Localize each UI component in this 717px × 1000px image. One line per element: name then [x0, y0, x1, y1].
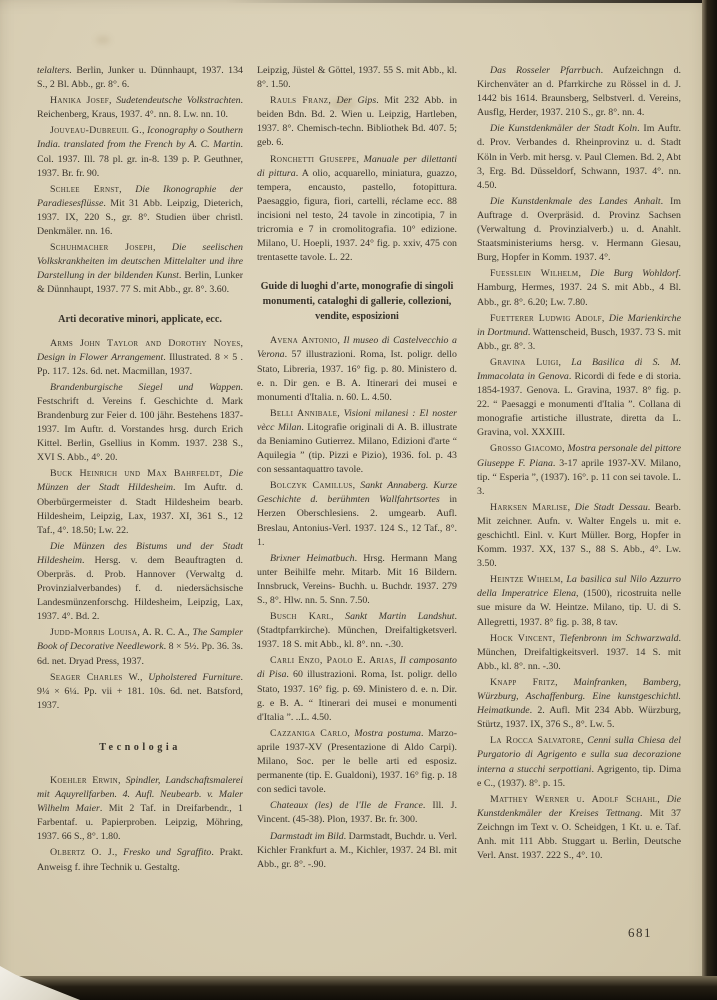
entry-italic-segment: Sankt Annaberg. Kurze Geschichte d. berühmten Wallfahrtsortes: [257, 480, 458, 506]
entry-smallcaps-segment: Koehler Erwin: [50, 774, 119, 786]
entry-normal-segment: . Darmstadt, Buchdr. u. Verl. Kichler Frankfurt a. M., Kichler, 1937. 24 Bl. mit Abb., gr. 8°. -.90.: [257, 830, 457, 870]
entry-normal-segment: , (1500), ricostruita nelle sue misure da W. Heintze. Milano, tip. U. di S. Allegretti, 1937. 8° fig. p. 38, 8 tav.: [477, 588, 681, 628]
entry-normal-segment: . Reichenberg, Kraus, 1937. 4°. nn. 8. Lw. nn. 10.: [37, 95, 243, 121]
bibliography-entry: [37, 94, 243, 122]
entry-italic-segment: Das Rosseler Pfarrbuch: [490, 65, 601, 76]
bibliography-entry: [477, 501, 681, 571]
entry-normal-segment: ,: [552, 632, 560, 644]
entry-normal-segment: ,: [562, 443, 568, 455]
entry-italic-segment: Upholstered Furniture: [148, 671, 241, 683]
entry-italic-segment: La basilica sul Nilo Azzurro della Imperatrice Elena: [477, 574, 681, 600]
entry-italic-segment: Tiefenbronn im Schwarzwald: [559, 632, 679, 644]
entry-normal-segment: ,: [141, 125, 147, 137]
scan-edge-top: [225, 0, 717, 3]
bibliography-entry: [37, 671, 243, 713]
entry-smallcaps-segment: Cazzaniga Carlo: [270, 727, 348, 739]
entry-italic-segment: Fresko und Sgraffito: [123, 847, 212, 859]
bibliography-entry: [257, 830, 457, 872]
text-columns: [37, 64, 685, 877]
entry-normal-segment: ,: [580, 735, 588, 747]
bibliography-entry: [477, 676, 681, 732]
entry-normal-segment: . Festschrift d. Vereins f. Geschichte d. Mark Brandenburg zur Feier d. 100 jähr. Bestehens 1837-1937. Im Auftr. d. Vorstandes hrsg. durch Erich Kittel. Berlin, Gsellius in Komm. 1937. 238 S., XVI S. Abb., 4°. 20.: [37, 381, 243, 464]
bibliography-entry: [477, 793, 681, 863]
bibliography-entry: [257, 94, 457, 150]
entry-italic-segment: Sudetendeutsche Volkstrachten: [116, 95, 241, 107]
entry-italic-segment: Mainfranken, Bamberg, Würzburg, Aschaffenburg. Eine kunstgeschichtl. Heimatkunde: [477, 676, 682, 717]
entry-normal-segment: ,: [657, 793, 667, 805]
bibliography-entry: [477, 195, 681, 265]
entry-normal-segment: ,: [337, 335, 344, 347]
entry-normal-segment: . (Stadtpfarrkirche). München, Dreifaltigketsverl. 1937. 18 S. mit Abb., kl. 8°. nn. -.30.: [257, 611, 458, 651]
entry-normal-segment: ,: [153, 242, 172, 254]
entry-normal-segment: ,: [109, 95, 117, 107]
entry-smallcaps-segment: Judd-Morris Louisa: [50, 627, 138, 639]
entry-normal-segment: . A olio, acquarello, miniatura, guazzo, tempera, encausto, pastello, fotopittura. Paesaggio, figura, fiori, cartelli, réclame ecc. 88 incisioni nel testo, 24 tavole in zincotipia, 7 in tricromia e 7 in cromolitografia. 10° edizione. Milano, U. Hoepli, 1937. 24° fig. p. xxiv, 475 con trentasette tavole. L. 22.: [257, 167, 457, 264]
entry-normal-segment: . Prakt. Anweisg f. ihre Technik u. Gestaltg.: [37, 847, 243, 873]
bibliography-entry: [477, 267, 681, 309]
entry-italic-segment: Mostra postuma: [354, 727, 421, 739]
entry-smallcaps-segment: Carli Enzo, Paolo E. Arias: [270, 655, 394, 667]
entry-normal-segment: ,: [578, 268, 591, 280]
entry-normal-segment: . Aufzeichngn d. Kirchenväter an d. Pfarrkirche zu Rössel in d. J. 1442 bis 1614. Braunsberg, Selbstverl. d. Vereins, Ausflg, Herder, 1937. 210 S., gr. 8°. nn. 4.: [477, 65, 681, 119]
bibliography-entry: [37, 626, 243, 668]
entry-smallcaps-segment: Schlee Ernst: [50, 183, 120, 195]
entry-italic-segment: Die Kunstdenkmale des Landes Anhalt: [490, 195, 661, 207]
entry-italic-segment: Brandenburgische Siegel und Wappen: [50, 381, 241, 393]
entry-italic-segment: Die Burg Wohldorf: [590, 268, 679, 280]
entry-normal-segment: . Im Auftr. d. Prov. Verbandes d. Rheinprovinz u. d. Stadt Köln in Verb. mit hersg. v. Paul Clemen. Bd. 2, Abt 3, Erg. Bd. Düsseldorf, Schwann, 1937. 4°. nn. 4.50.: [477, 123, 681, 191]
entry-italic-segment: Sankt Martin Landshut: [345, 611, 455, 623]
entry-normal-segment: . Hrsg. Hermann Mang unter Beihilfe mehr. Mitarb. Mit 16 Bildern. Innsbruck, Vereins- Buchh. u. Buchdr. 1937. 279 S., 8°. Hlw. nn. 5. Snn. 7.50.: [257, 552, 457, 606]
entry-italic-segment: Der Gips: [336, 95, 377, 107]
page-number: 681: [628, 925, 652, 940]
entry-smallcaps-segment: La Rocca Salvatore: [490, 735, 581, 747]
entry-smallcaps-segment: Avena Antonio: [270, 335, 338, 347]
entry-normal-segment: ,: [393, 655, 400, 667]
bibliography-entry: [477, 122, 681, 192]
bibliography-entry: [477, 312, 681, 354]
entry-italic-segment: Die seelischen Volkskrankheiten im deutschen Mittelalter und ihre Darstellung in der bildenden Kunst: [37, 242, 243, 282]
entry-smallcaps-segment: Ronchetti Giuseppe: [270, 153, 357, 165]
entry-normal-segment: ,: [356, 153, 364, 165]
entry-italic-segment: Chateaux (les) de l'Ile de France: [270, 800, 423, 812]
entry-normal-segment: . 3-17 aprile 1937-XV. Milano, tip. “ Esperia ”, (1937). 16°. p. 11 con sei tavole. L. 3.: [477, 457, 681, 497]
entry-italic-segment: Brixner Heimatbuch: [270, 552, 355, 564]
entry-smallcaps-segment: Hanika Josef: [50, 95, 109, 107]
entry-smallcaps-segment: Hock Vincent: [490, 632, 553, 644]
entry-normal-segment: . 60 illustrazioni. Roma, Ist. poligr. dello Stato, 1937. 16° fig. p. 69. Ministero d. e. n. Dir. g. e B. A. “ Itinerari dei musei e monumenti d'Italia ”. ..L. 4.50.: [257, 669, 457, 723]
bibliography-entry: [477, 632, 681, 674]
entry-smallcaps-segment: Rauls Franz: [270, 95, 329, 107]
entry-normal-segment: . Mit 2 Taf. in Dreifarbendr., 1 Farbentaf. u. Papierproben. Leipzig, Möhring, 1937. 66 S., 8°. 1.80.: [37, 803, 243, 843]
bibliography-entry: [37, 467, 243, 537]
entry-normal-segment: . Marzo-aprile 1937-XV (Presentazione di Aldo Carpi). Milano, Soc. per le belle arti ed esposiz. permanente (tip. E. Gualdoni), 1937. 16° fig. p. 18 con sedici tavole.: [257, 727, 458, 796]
entry-normal-segment: . Hersg. v. dem Beauftragten d. Oberpräs. d. Prob. Hannover (Verwaltg d. Provinzialverbandes) f. d. niedersächsische Landesmünzenforschg. Hildesheim, Leipzig, Lax, 1937. 4°. Bd. 2.: [37, 554, 243, 623]
bibliography-entry: [477, 64, 681, 120]
entry-smallcaps-segment: Grosso Giacomo: [490, 443, 563, 455]
entry-normal-segment: . Bearb. Mit zeichner. Aufn. v. Walter Engels u. mit e. geschichtl. Einl. v. Kurt Müller. Borg, Hopfer in Komm. 1937. XX, 137 S., 88 S. Abb., 4°. Lw. 3.50.: [477, 501, 681, 570]
entry-normal-segment: . Mit 37 Zeichngn im Text v. O. Scheidgen, 1 Kt. u. e. Taf. Anh. mit 111 Abb. Stuggart u. Berlin, Deutsche Verl. Anst. 1937. 222 S., 4°. 10.: [477, 807, 681, 862]
entry-smallcaps-segment: Knapp Fritz: [490, 676, 556, 688]
entry-smallcaps-segment: Bolczyk Camillus: [270, 480, 353, 492]
bibliography-entry: [257, 153, 457, 266]
entry-normal-segment: . Wattenscheid, Busch, 1937. 73 S. mit Abb., gr. 8°. 3.: [477, 326, 682, 352]
bibliography-entry: [37, 774, 243, 844]
entry-normal-segment: ,: [601, 312, 609, 324]
entry-italic-segment: Il museo di Castelvecchio a Verona: [257, 335, 457, 361]
bibliography-entry: [37, 241, 243, 297]
column-middle: [257, 64, 457, 874]
entry-normal-segment: ,: [114, 847, 124, 859]
bibliography-entry: [257, 654, 457, 724]
bibliography-entry: [477, 573, 681, 629]
bibliography-entry: [37, 381, 243, 466]
bibliography-entry: [257, 799, 457, 827]
entry-italic-segment: Darmstadt im Bild: [270, 830, 344, 842]
entry-normal-segment: . 9¼ × 6¼. Pp. vii + 181. 10s. 6d. net. Batsford, 1937.: [37, 671, 243, 711]
bibliography-entry: [257, 610, 457, 652]
entry-smallcaps-segment: Fuesslein Wilhelm: [490, 268, 579, 280]
entry-normal-segment: ,: [347, 727, 355, 739]
entry-normal-segment: . Col. 1937. Ill. 78 pl. gr. in-8. 139 p. P. Geuthner, 1937. Br. fr. 90.: [37, 139, 243, 179]
entry-smallcaps-segment: Olbertz O. J.: [50, 847, 115, 859]
entry-smallcaps-segment: Arms John Taylor and Dorothy Noyes: [50, 337, 241, 349]
bibliography-entry: [477, 356, 681, 441]
scan-edge-bottom: [0, 976, 717, 1000]
bibliography-entry: [37, 64, 243, 92]
entry-normal-segment: ,: [560, 574, 567, 586]
entry-normal-segment: . Hamburg, Hermes, 1937. 24 S. mit Abb., 4 Bl. Abb., gr. 8°. 6.20; Lw. 7.80.: [477, 268, 682, 308]
bibliography-entry: [257, 334, 457, 404]
entry-italic-segment: Visioni milanesi : El noster vècc Milan: [257, 407, 457, 433]
entry-italic-segment: Die Marienkirche in Dortmund: [477, 312, 681, 338]
entry-smallcaps-segment: Jouveau-Dubreuil G.: [50, 125, 142, 137]
entry-normal-segment: Berlin, Junker u. Dünnhaupt, 1937. 134 S., 2 Bl. Abb., gr. 8°. 6.: [37, 65, 243, 91]
entry-smallcaps-segment: Seager Charles W.: [50, 671, 140, 683]
page-stain: [96, 36, 110, 44]
entry-normal-segment: ,: [337, 407, 344, 419]
entry-italic-segment: Iconography o Southern India. translated from the French by A. C. Martin: [37, 125, 243, 151]
section-heading: Arti decorative minori, applicate, ecc.: [58, 313, 222, 325]
entry-normal-segment: ,: [328, 95, 337, 107]
bibliography-entry: [477, 734, 681, 790]
entry-normal-segment: ,: [140, 671, 149, 683]
entry-normal-segment: Leipzig, Jüstel & Göttel, 1937. 55 S. mit Abb., kl. 8°. 1.50.: [257, 65, 457, 91]
entry-italic-segment: telalters.: [37, 65, 72, 76]
entry-normal-segment: . Berlin, Lunker & Dünnhaupt, 1937. 77 S. mit Abb., gr. 8°. 3.60.: [37, 270, 244, 296]
entry-normal-segment: , A. R. C. A.,: [137, 627, 193, 639]
entry-smallcaps-segment: Schuhmacher Joseph: [50, 242, 154, 254]
entry-smallcaps-segment: Belli Annibale: [270, 407, 338, 419]
entry-normal-segment: ,: [567, 501, 575, 513]
bibliography-entry: [257, 727, 457, 797]
entry-italic-segment: Spindler, Landschaftsmalerei mit Aquyrellfarben. 4. Aufl. Neubearb. v. Maler Wilhelm Maier: [37, 774, 243, 815]
entry-italic-segment: Die Stadt Dessau: [574, 501, 648, 513]
scan-edge-right: [702, 0, 717, 1000]
entry-smallcaps-segment: Gravina Luigi: [490, 356, 559, 368]
entry-normal-segment: ,: [555, 676, 574, 688]
entry-smallcaps-segment: Buck Heinrich und Max Bahrfeldt: [50, 468, 220, 480]
entry-normal-segment: ,: [331, 611, 346, 623]
entry-italic-segment: Cenni sulla Chiesa del Purgatorio di Agrigento e sulla sua decorazione interna a stucchi serpottiani: [477, 735, 681, 775]
bibliography-entry: [257, 552, 457, 608]
entry-normal-segment: . 57 illustrazioni. Roma, Ist. poligr. dello Stato, Libreria, 1937. 16° fig. p. 80. Ministero d. e. n. Dir gen. e B. A. Itinerari dei musei e monumenti d'Italia. n. 60. L. 4.50.: [257, 349, 457, 403]
entry-italic-segment: La Basilica di S. M. Immacolata in Genova: [477, 356, 682, 382]
entry-italic-segment: Il camposanto di Pisa: [257, 655, 457, 681]
bibliography-entry: [37, 337, 243, 379]
entry-normal-segment: . Ricordi di fede e di storia. 1854-1937. Genova. L. Gravina, 1937. 8° fig. p. 22. “ Paesaggi e monumenti d'Italia ”. Collana di monografie artistiche illustrate, diretta da L. Gravina, vol. XXXIII.: [477, 370, 682, 439]
entry-normal-segment: ,: [118, 774, 126, 786]
bibliography-entry: [37, 124, 243, 180]
section-heading: Tecnologia: [99, 741, 181, 753]
column-right: [477, 64, 681, 865]
entry-normal-segment: ,: [119, 183, 136, 195]
bibliography-entry: [37, 540, 243, 625]
entry-normal-segment: . 8 × 5½. Pp. 36. 3s. 6d. net. Dryad Press, 1937.: [37, 641, 243, 667]
entry-italic-segment: Design in Flower Arrangement: [37, 351, 164, 363]
entry-normal-segment: ,: [558, 356, 572, 368]
entry-italic-segment: The Sampler Book of Decorative Needlework: [37, 627, 243, 653]
entry-italic-segment: Die Kunstdenkmäler der Stadt Koln: [490, 123, 638, 135]
entry-normal-segment: . Mit 232 Abb. in beiden Bdn. Bd. 2. Wien u. Leipzig, Hartleben, 1937. 8°. Chemisch-techn. Bibliothek Bd. 407. 5; geb. 6.: [257, 95, 458, 149]
entry-smallcaps-segment: Busch Karl: [270, 611, 332, 623]
entry-italic-segment: Die Ikonographie der Paradiesesflüsse: [37, 183, 244, 209]
entry-normal-segment: in Herzen Oberschlesiens. 2. umgearb. Aufl. Breslau, Antonius-Verl. 1937. 124 S., 12 Taf., 8°. 1.: [257, 494, 457, 548]
bibliography-entry: [257, 64, 457, 92]
entry-normal-segment: . Agrigento, tip. Dima e C., (1937). 8°. p. 15.: [477, 763, 681, 789]
entry-normal-segment: ,: [352, 480, 361, 492]
bibliography-entry: [37, 846, 243, 874]
bibliography-entry: [257, 479, 457, 549]
entry-normal-segment: . Illustrated. 8 × 5 . Pp. 117. 12s. 6d. net. Macmillan, 1937.: [37, 351, 243, 377]
bibliography-entry: [477, 442, 681, 498]
entry-normal-segment: . München, Dreifaltigkeitsverl. 1937. 14 S. mit Abb., kl. 8°. nn. -.30.: [477, 632, 681, 672]
entry-smallcaps-segment: Matthey Werner u. Adolf Schahl: [490, 793, 658, 805]
entry-smallcaps-segment: Heintze Wihelm: [490, 574, 561, 586]
entry-normal-segment: . Ill. J. Vincent. (45-38). Plon, 1937. Br. fr. 300.: [257, 800, 457, 826]
entry-italic-segment: Mostra personale del pittore Giuseppe F. Piana: [477, 443, 681, 469]
bibliography-entry: [257, 407, 457, 477]
entry-normal-segment: ,: [219, 468, 229, 480]
entry-smallcaps-segment: Fuetterer Ludwig Adolf: [490, 312, 602, 324]
entry-italic-segment: Die Kunstdenkmäler der Kreises Tettnang: [477, 793, 682, 819]
entry-normal-segment: . Im Auftrage d. Overpräsid. d. Provinz Sachsen (Verwaltung d. Provinzialverb.) u. d. Anahlt. Staatsministeriums hersg. v. Hermann Giesau, Burg, Hopfer in Komm. 1937. 4°.: [477, 195, 681, 264]
entry-italic-segment: Die Münzen des Bistums und der Stadt Hildesheim: [37, 540, 243, 566]
section-heading: Guide di luoghi d'arte, monografie di singoli monumenti, cataloghi di gallerie, collezioni, vendite, esposizioni: [260, 281, 454, 323]
entry-normal-segment: ,: [240, 337, 243, 349]
entry-normal-segment: . Mit 31 Abb. Leipzig, Dieterich, 1937. IX, 220 S., gr. 8°. Studien über christl. Denkmäler. nn. 16.: [37, 197, 243, 238]
entry-smallcaps-segment: Harksen Marlise: [490, 501, 568, 513]
bibliography-entry: [37, 183, 243, 239]
column-left: [37, 64, 243, 877]
entry-italic-segment: Manuale per dilettanti di pittura: [257, 153, 457, 179]
entry-normal-segment: . 2. Aufl. Mit 234 Abb. Würzburg, Stürtz, 1937. IX, 376 S., 8°. Lw. 5.: [477, 705, 681, 731]
entry-italic-segment: Die Münzen der Stadt Hildesheim: [37, 468, 243, 494]
entry-normal-segment: . Litografie originali di A. B. illustrate da Beniamino Gutierrez. Milano, Edizioni d'arte “ Aquilegia ” (tip. Pizzi e Pizio), 1936. fol. p. 43 con sessantaquattro tavole.: [257, 421, 457, 476]
entry-normal-segment: . Im Auftr. d. Oberbürgermeister d. Stadt Hildesheim bearb. Hildesheim, Leipzig, Lax, 1937. XI, 361 S., 12 Taf., 4°. 18.50; Lw. 22.: [37, 482, 243, 536]
